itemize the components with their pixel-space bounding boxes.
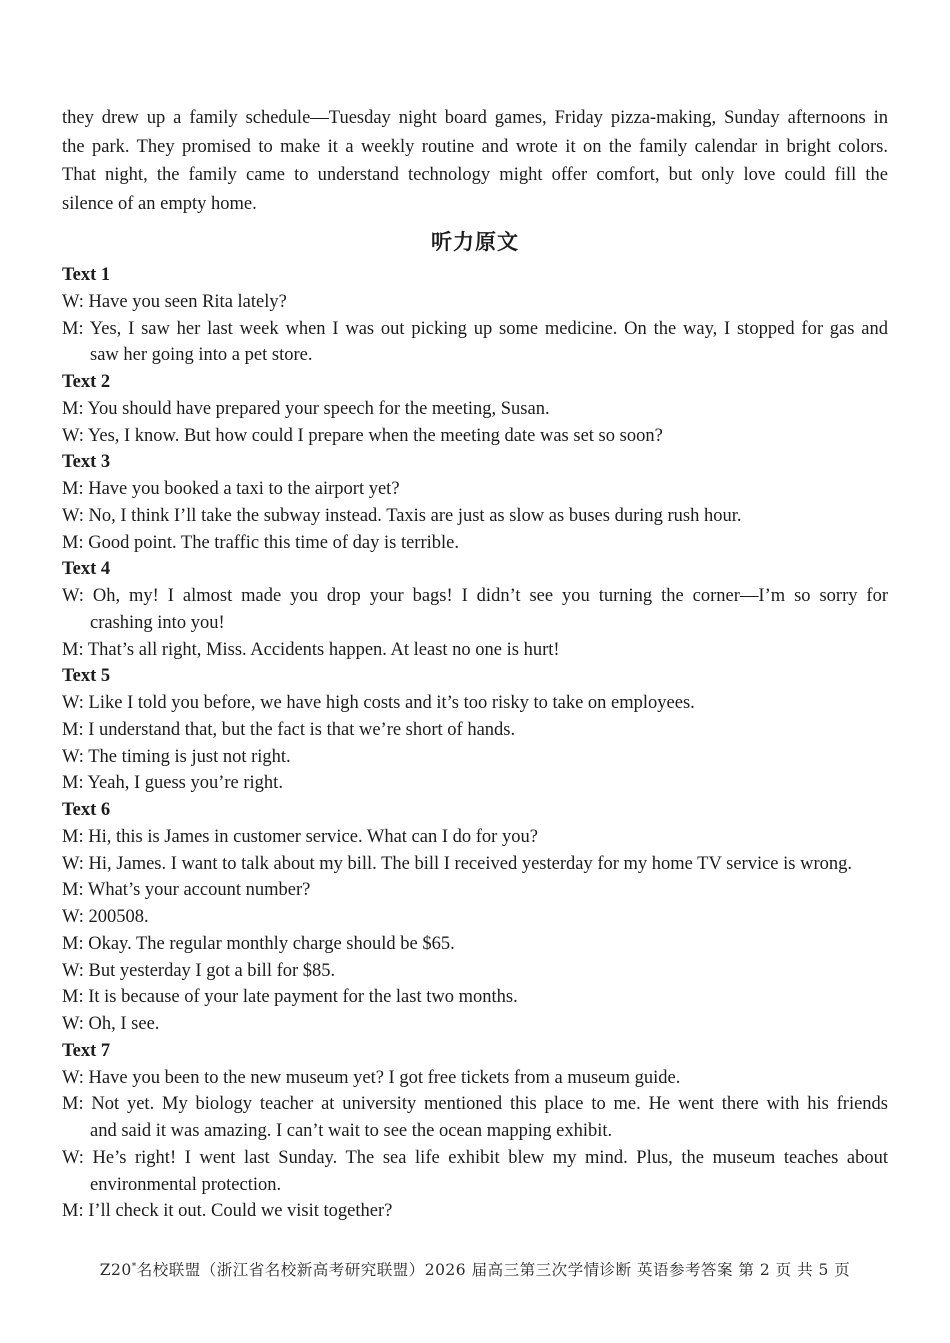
- text-heading: Text 3: [62, 452, 111, 473]
- dialogue-line: W: Hi, James. I want to talk about my bill. The bill I received yesterday for my home TV service is wrong.: [62, 853, 852, 874]
- intro-line: silence of an empty home.: [62, 194, 257, 215]
- page-footer: [0, 1258, 950, 1280]
- intro-paragraph: [62, 104, 888, 219]
- dialogue-line: M: Hi, this is James in customer service. What can I do for you?: [62, 826, 538, 847]
- intro-line: the park. They promised to make it a weekly routine and wrote it on the family calendar in bright colors.: [62, 136, 888, 157]
- dialogue-line: W: Oh, I see.: [62, 1014, 160, 1034]
- footer-text: 名校联盟（浙江省名校新高考研究联盟）2026 届高三第三次学情诊断 英语参考答案 第 2 页 共 5 页: [136, 1261, 851, 1279]
- text-heading: Text 2: [62, 372, 111, 392]
- dialogue-line: M: Have you booked a taxi to the airport yet?: [62, 479, 400, 499]
- dialogue-line: M: Okay. The regular monthly charge should be $65.: [62, 933, 455, 954]
- dialogue-line: [62, 1145, 888, 1199]
- section-title: 听力原文: [431, 230, 519, 254]
- dialogue-line: [62, 316, 888, 370]
- footer-sup: *: [131, 1261, 137, 1272]
- dialogue-line: M: I’ll check it out. Could we visit together?: [62, 1201, 393, 1222]
- dialogue-line-first: M: Not yet. My biology teacher at university mentioned this place to me. He went there with his friends: [62, 1094, 888, 1115]
- dialogue-line-continuation: environmental protection.: [90, 1174, 282, 1195]
- text-heading: Text 7: [62, 1040, 111, 1061]
- dialogue-line: M: Yeah, I guess you’re right.: [62, 773, 283, 794]
- dialogue-line: [62, 583, 888, 637]
- dialogue-line: W: No, I think I’ll take the subway instead. Taxis are just as slow as buses during rush hour.: [62, 505, 742, 526]
- text-heading: Text 5: [62, 666, 111, 687]
- text-heading: Text 4: [62, 559, 111, 580]
- dialogue-line-first: W: Oh, my! I almost made you drop your bags! I didn’t see you turning the corner—I’m so sorry for: [62, 586, 888, 606]
- dialogue-line-first: W: He’s right! I went last Sunday. The sea life exhibit blew my mind. Plus, the museum teaches about: [62, 1147, 888, 1168]
- text-heading: Text 1: [62, 265, 111, 285]
- footer-prefix: Z20: [99, 1261, 132, 1279]
- dialogue-line: M: You should have prepared your speech for the meeting, Susan.: [62, 398, 550, 419]
- dialogue-line-continuation: and said it was amazing. I can’t wait to see the ocean mapping exhibit.: [90, 1121, 613, 1141]
- dialogue-line: [62, 1091, 888, 1145]
- dialogue-line: M: It is because of your late payment for the last two months.: [62, 987, 518, 1008]
- dialogue-line: M: That’s all right, Miss. Accidents happen. At least no one is hurt!: [62, 639, 560, 660]
- transcript: [62, 262, 888, 1225]
- dialogue-line: W: The timing is just not right.: [62, 746, 291, 767]
- dialogue-line: W: Have you been to the new museum yet? I got free tickets from a museum guide.: [62, 1067, 681, 1088]
- dialogue-line: M: What’s your account number?: [62, 880, 311, 901]
- intro-line: they drew up a family schedule—Tuesday night board games, Friday pizza-making, Sunday afternoons in: [62, 108, 888, 128]
- dialogue-line: M: Good point. The traffic this time of day is terrible.: [62, 532, 459, 553]
- dialogue-line-continuation: crashing into you!: [90, 612, 225, 633]
- dialogue-line: W: 200508.: [62, 907, 149, 927]
- dialogue-line: W: Yes, I know. But how could I prepare when the meeting date was set so soon?: [62, 425, 663, 446]
- dialogue-line: W: Have you seen Rita lately?: [62, 291, 287, 312]
- dialogue-line: W: Like I told you before, we have high costs and it’s too risky to take on employees.: [62, 693, 695, 713]
- text-heading: Text 6: [62, 800, 111, 820]
- intro-line: That night, the family came to understand technology might offer comfort, but only love could fill the: [62, 165, 888, 186]
- dialogue-line: W: But yesterday I got a bill for $85.: [62, 960, 336, 981]
- dialogue-line-first: M: Yes, I saw her last week when I was out picking up some medicine. On the way, I stopped for gas and: [62, 318, 888, 339]
- dialogue-line-continuation: saw her going into a pet store.: [90, 345, 313, 366]
- dialogue-line: M: I understand that, but the fact is that we’re short of hands.: [62, 719, 516, 740]
